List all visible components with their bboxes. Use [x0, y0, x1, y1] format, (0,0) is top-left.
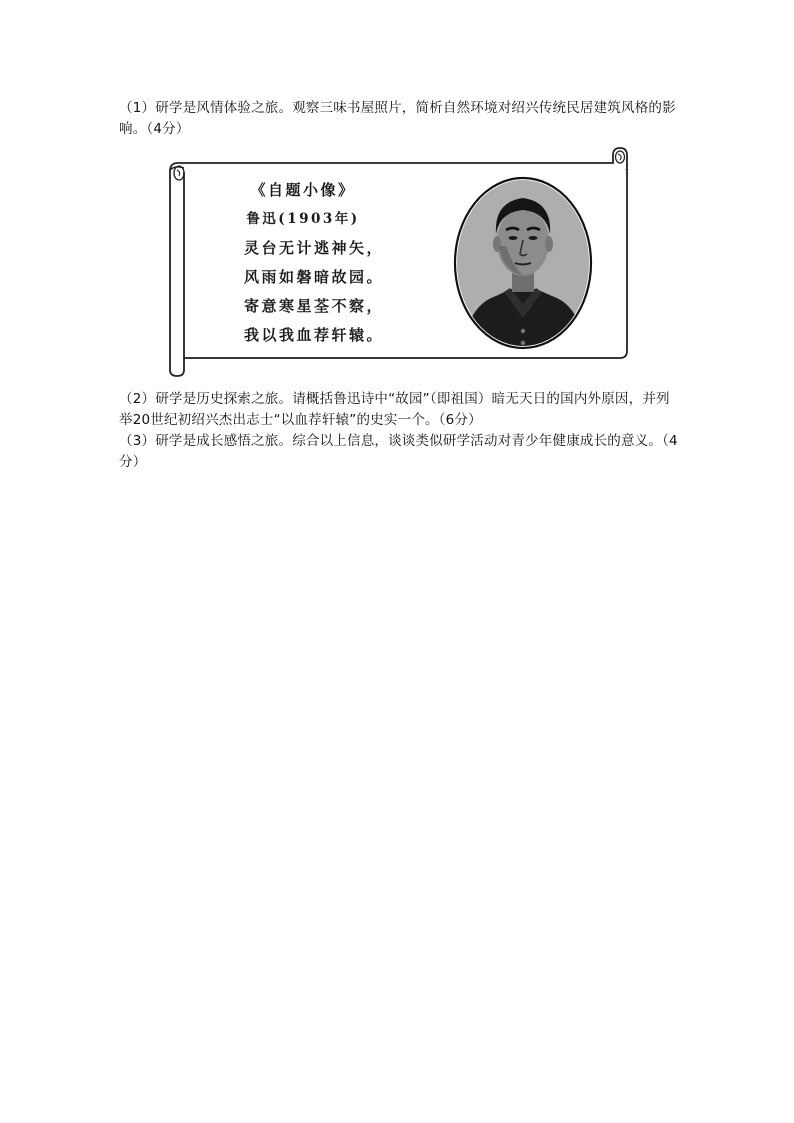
- scroll-frame: [166, 146, 632, 378]
- poem-line: 灵台无计逃神矢，: [244, 239, 385, 257]
- scroll-figure: [166, 146, 632, 378]
- poem-line: 寄意寒星荃不察，: [244, 297, 385, 315]
- poem-block: [244, 176, 394, 350]
- poem-title: 《自题小像》: [250, 181, 356, 199]
- poem-line: 我以我血荐轩辕。: [244, 326, 385, 344]
- question-1: （1）研学是风情体验之旅。观察三味书屋照片，简析自然环境对绍兴传统民居建筑风格的影响。（4分）: [119, 100, 676, 137]
- poem-author: 鲁迅(1903年): [246, 211, 360, 227]
- question-2: （2）研学是历史探索之旅。请概括鲁迅诗中“故园”（即祖国）暗无天日的国内外原因，并列举20世纪初绍兴杰出志士“以血荐轩辕”的史实一个。（6分）: [119, 391, 670, 428]
- poem-line: 风雨如磐暗故园。: [244, 268, 385, 286]
- question-3: （3）研学是成长感悟之旅。综合以上信息，谈谈类似研学活动对青少年健康成长的意义。（4分）: [119, 433, 678, 470]
